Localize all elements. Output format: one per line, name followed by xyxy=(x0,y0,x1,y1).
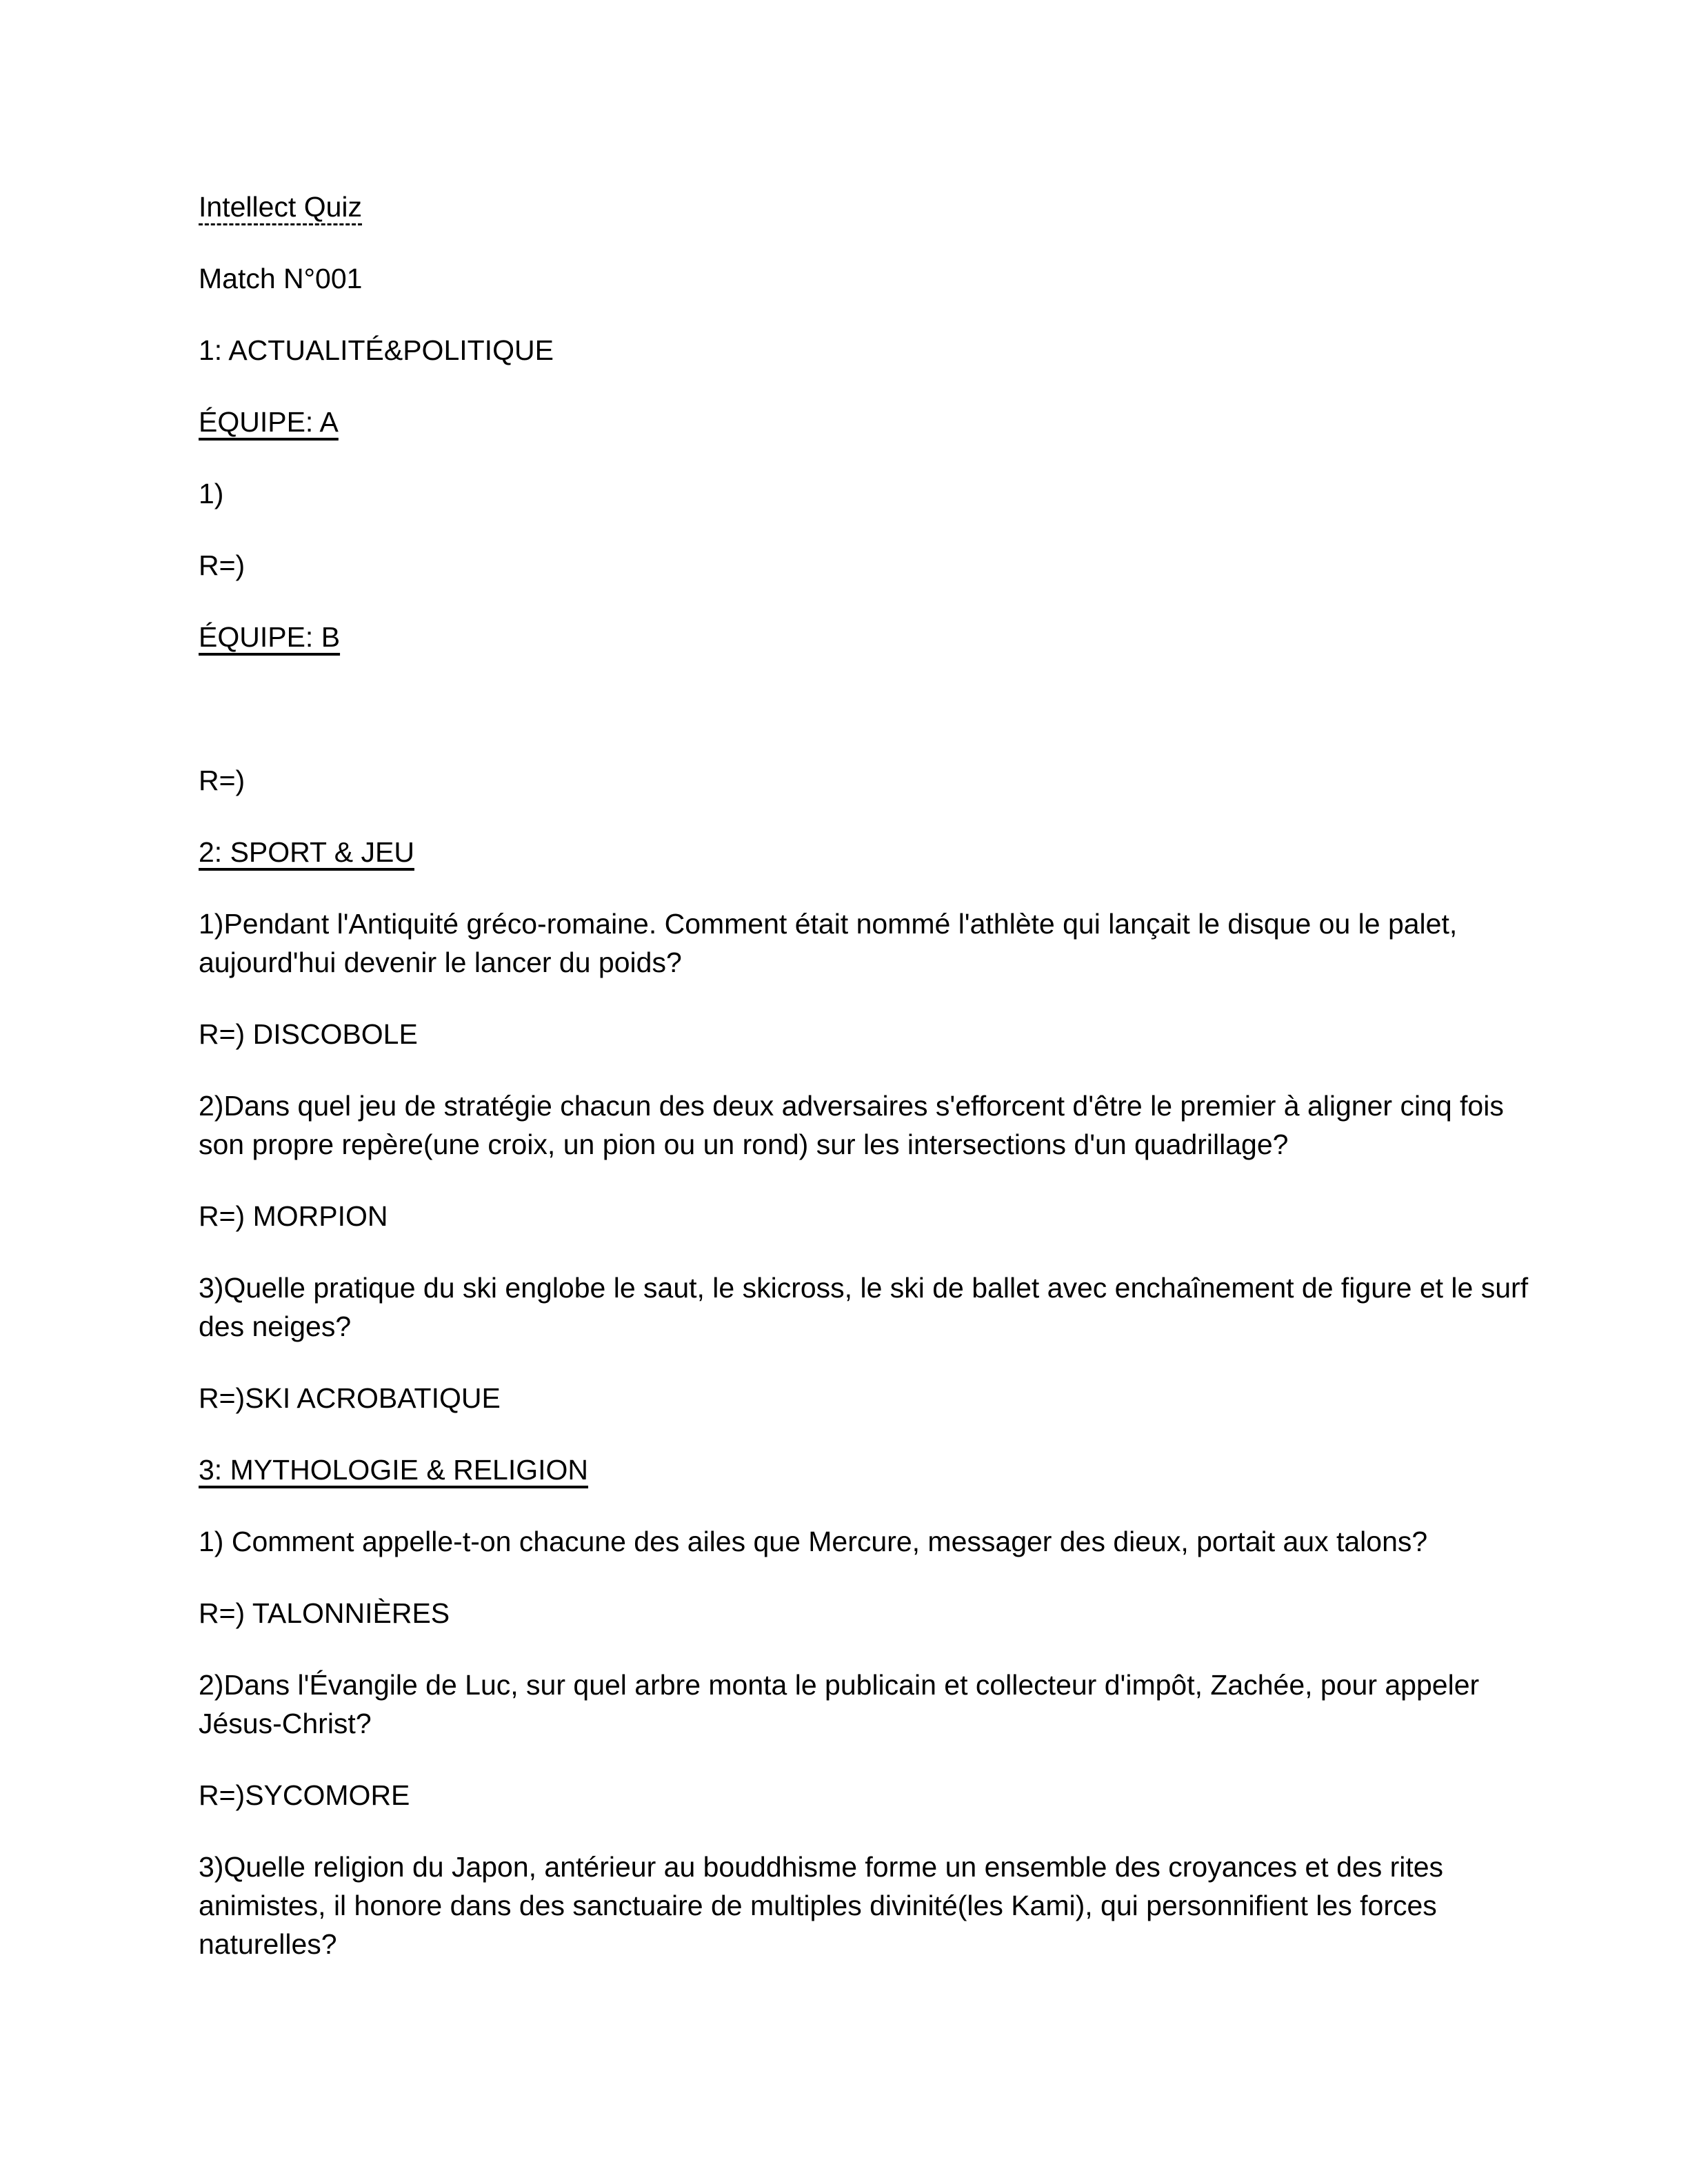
question-3-3: 3)Quelle religion du Japon, antérieur au bouddhisme forme un ensemble des croyances et des rites animistes, il honore dans des sanctuaire de multiples divinité(les Kami), qui personnifient les forces naturelles? xyxy=(199,1851,1451,1960)
section-mythologie-religion xyxy=(199,1450,1543,1963)
question-3-1: 1) Comment appelle-t-on chacune des ailes que Mercure, messager des dieux, portait aux talons? xyxy=(199,1526,1428,1557)
answer-1a-prefix: R=) xyxy=(199,549,245,581)
blank-line xyxy=(199,689,1543,728)
question-2-1: 1)Pendant l'Antiquité gréco-romaine. Comment était nommé l'athlète qui lançait le disque ou le palet, aujourd'hui devenir le lancer du poids? xyxy=(199,908,1465,978)
section-3-heading: 3: MYTHOLOGIE & RELIGION xyxy=(199,1454,589,1486)
question-1a-number: 1) xyxy=(199,478,224,509)
answer-3-1: R=) TALONNIÈRES xyxy=(199,1597,450,1629)
answer-2-3: R=)SKI ACROBATIQUE xyxy=(199,1382,501,1414)
section-2-heading: 2: SPORT & JEU xyxy=(199,836,414,868)
team-a-heading: ÉQUIPE: A xyxy=(199,406,339,438)
section-sport-jeu xyxy=(199,833,1543,1417)
question-2-2: 2)Dans quel jeu de stratégie chacun des deux adversaires s'efforcent d'être le premier à aligner cinq fois son propre repère(une croix, un pion ou un rond) sur les intersections d'un quadrillage? xyxy=(199,1090,1512,1160)
doc-title: Intellect Quiz xyxy=(199,191,362,223)
answer-2-2: R=) MORPION xyxy=(199,1200,388,1232)
question-3-2: 2)Dans l'Évangile de Luc, sur quel arbre monta le publicain et collecteur d'impôt, Zachée, pour appeler Jésus-Christ? xyxy=(199,1669,1487,1739)
question-2-3: 3)Quelle pratique du ski englobe le saut, le skicross, le ski de ballet avec enchaînement de figure et le surf des neiges? xyxy=(199,1272,1536,1342)
team-b-heading: ÉQUIPE: B xyxy=(199,621,341,653)
answer-3-2: R=)SYCOMORE xyxy=(199,1779,410,1811)
section-actualite-politique xyxy=(199,331,1543,800)
answer-1b-prefix: R=) xyxy=(199,765,245,796)
match-number: Match N°001 xyxy=(199,263,363,294)
answer-2-1: R=) DISCOBOLE xyxy=(199,1018,418,1050)
section-1-heading: 1: ACTUALITÉ&POLITIQUE xyxy=(199,334,554,366)
